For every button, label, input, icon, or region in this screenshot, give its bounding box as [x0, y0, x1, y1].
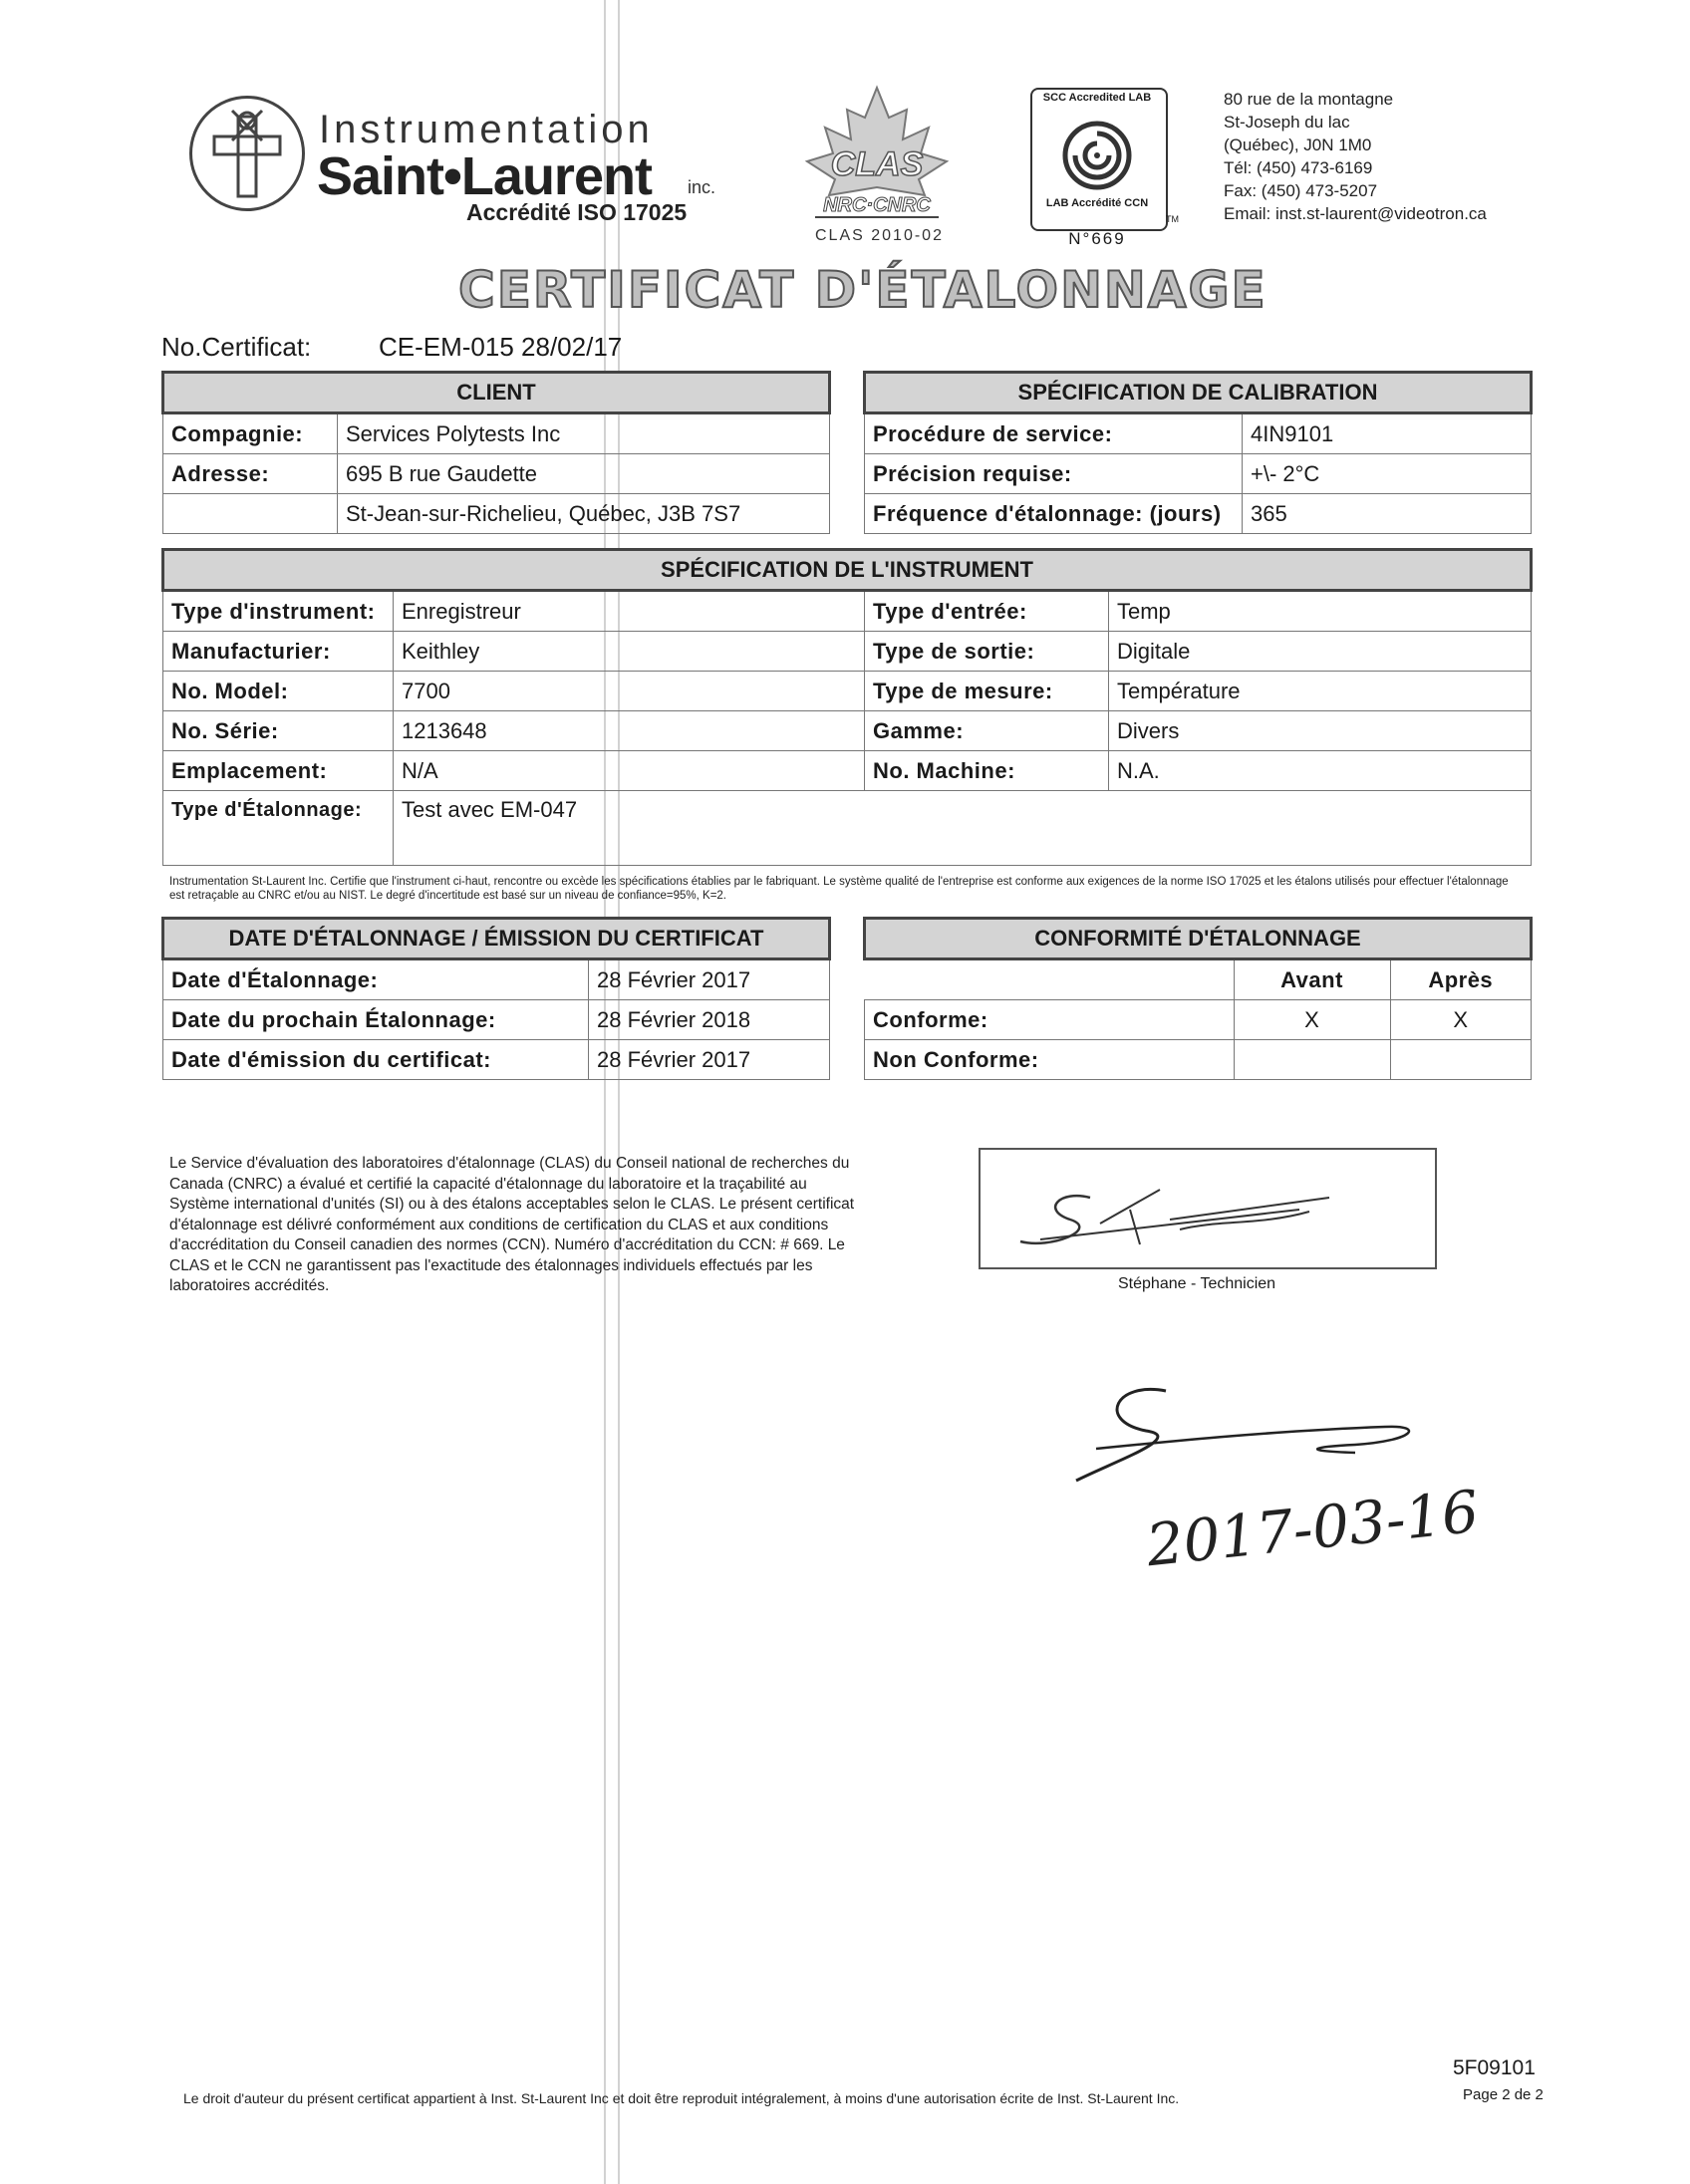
required-precision-value: +\- 2°C	[1243, 454, 1532, 494]
clas-id: CLAS 2010-02	[815, 227, 944, 244]
client-header: CLIENT	[163, 373, 830, 413]
company-address	[1224, 88, 1487, 225]
service-procedure-label: Procédure de service:	[865, 413, 1243, 454]
logo-line2: Saint•Laurent	[317, 146, 652, 206]
page-number: Page 2 de 2	[1463, 2086, 1544, 2103]
instrument-spec-table	[161, 548, 1533, 866]
non-conforme-after-mark	[1390, 1040, 1532, 1080]
approval-signature-icon	[1056, 1381, 1455, 1496]
conformity-statement: Instrumentation St-Laurent Inc. Certifie que l'instrument ci-haut, rencontre ou excède les spécifications établies par le fabriquant. Le système qualité de l'entreprise est conforme aux exigences de la norme ISO 17025 et les étalons utilisés pour effectuer l'étalonnage est retraçable au CNRC et/ou au NIST. Le degré d'incertitude est basé sur un niveau de confiance=95%, K=2.	[169, 876, 1509, 902]
dates-table	[161, 917, 831, 1080]
input-type-value: Temp	[1109, 591, 1532, 632]
model-label: No. Model:	[163, 672, 394, 711]
technician-signature-icon	[981, 1150, 1431, 1263]
logo-inc: inc.	[688, 177, 716, 197]
clas-paragraph: Le Service d'évaluation des laboratoires d'étalonnage (CLAS) du Conseil national de recherches du Canada (CNRC) a évalué et certifié la capacité d'étalonnage du laboratoire et la traçabilité au Système international d'unités (SI) ou à des étalons acceptables selon le CLAS. Le présent certificat d'étalonnage est délivré conformément aux conditions de certification du CLAS et aux conditions d'accréditation du Conseil canadien des normes (CCN). Numéro d'accréditation du CCN: # 669. Le CLAS et le CCN ne garantissent pas l'exactitude des étalonnages individuels effectués par les laboratoires accrédités.	[169, 1155, 855, 1294]
after-column-header: Après	[1390, 959, 1532, 1000]
manufacturer-label: Manufacturier:	[163, 632, 394, 672]
certificate-number: CE-EM-015 28/02/17	[379, 332, 623, 362]
address-line: St-Joseph du lac	[1224, 113, 1350, 132]
measure-type-label: Type de mesure:	[865, 672, 1109, 711]
non-conforme-label: Non Conforme:	[865, 1040, 1235, 1080]
copyright-notice: Le droit d'auteur du présent certificat appartient à Inst. St-Laurent Inc et doit être reproduit intégralement, à moins d'une autorisation écrite de Inst. St-Laurent Inc.	[183, 2090, 1180, 2106]
model-value: 7700	[394, 672, 865, 711]
serial-value: 1213648	[394, 711, 865, 751]
client-table	[161, 371, 831, 534]
form-code: 5F09101	[1453, 2056, 1536, 2079]
signature-box	[979, 1148, 1437, 1269]
conformity-header: CONFORMITÉ D'ÉTALONNAGE	[865, 919, 1532, 959]
dates-header: DATE D'ÉTALONNAGE / ÉMISSION DU CERTIFICAT	[163, 919, 830, 959]
address-value-2: St-Jean-sur-Richelieu, Québec, J3B 7S7	[338, 494, 830, 534]
issue-date-value: 28 Février 2017	[589, 1040, 830, 1080]
non-conforme-before-mark	[1234, 1040, 1390, 1080]
document-title: CERTIFICAT D'ÉTALONNAGE	[458, 261, 1268, 319]
clas-logo-icon	[797, 84, 957, 233]
logo-line1: Instrumentation	[319, 108, 654, 151]
company-logo-icon	[189, 96, 305, 211]
issue-date-label: Date d'émission du certificat:	[163, 1040, 589, 1080]
address-fax: Fax: (450) 473-5207	[1224, 181, 1378, 200]
scc-swirl-icon	[1062, 120, 1132, 196]
location-value: N/A	[394, 751, 865, 791]
address-value-1: 695 B rue Gaudette	[338, 454, 830, 494]
range-value: Divers	[1109, 711, 1532, 751]
calibration-spec-table	[863, 371, 1533, 534]
scc-top-text: SCC Accredited LAB	[1042, 92, 1152, 104]
calibration-date-value: 28 Février 2017	[589, 959, 830, 1000]
instrument-type-value: Enregistreur	[394, 591, 865, 632]
range-label: Gamme:	[865, 711, 1109, 751]
conforme-after-mark: X	[1390, 1000, 1532, 1040]
scc-number: N°669	[1068, 229, 1126, 248]
input-type-label: Type d'entrée:	[865, 591, 1109, 632]
calibration-frequency-value: 365	[1243, 494, 1532, 534]
address-line: (Québec), J0N 1M0	[1224, 136, 1372, 154]
scan-line	[604, 0, 606, 2184]
required-precision-label: Précision requise:	[865, 454, 1243, 494]
handwritten-date: 2017-03-16	[1143, 1477, 1483, 1580]
calibration-spec-header: SPÉCIFICATION DE CALIBRATION	[865, 373, 1532, 413]
output-type-value: Digitale	[1109, 632, 1532, 672]
address-phone: Tél: (450) 473-6169	[1224, 158, 1373, 177]
accreditation-text: Accrédité ISO 17025	[466, 199, 688, 225]
clas-logo-text: CLAS	[830, 145, 924, 183]
output-type-label: Type de sortie:	[865, 632, 1109, 672]
technician-name: Stéphane - Technicien	[1118, 1275, 1276, 1292]
certificate-number-label: No.Certificat:	[161, 332, 312, 362]
company-label: Compagnie:	[163, 413, 338, 454]
conforme-before-mark: X	[1234, 1000, 1390, 1040]
instrument-type-label: Type d'instrument:	[163, 591, 394, 632]
instrument-spec-header: SPÉCIFICATION DE L'INSTRUMENT	[163, 550, 1532, 591]
company-value: Services Polytests Inc	[338, 413, 830, 454]
empty-cell	[163, 494, 338, 534]
location-label: Emplacement:	[163, 751, 394, 791]
calibration-type-label: Type d'Étalonnage:	[163, 791, 394, 866]
next-calibration-label: Date du prochain Étalonnage:	[163, 1000, 589, 1040]
scc-trademark: TM	[1166, 214, 1179, 224]
measure-type-value: Température	[1109, 672, 1532, 711]
conforme-label: Conforme:	[865, 1000, 1235, 1040]
machine-label: No. Machine:	[865, 751, 1109, 791]
clas-nrc-text: NRC·CNRC	[823, 194, 931, 216]
scan-line	[618, 0, 620, 2184]
calibration-frequency-label: Fréquence d'étalonnage: (jours)	[865, 494, 1243, 534]
address-label: Adresse:	[163, 454, 338, 494]
service-procedure-value: 4IN9101	[1243, 413, 1532, 454]
machine-value: N.A.	[1109, 751, 1532, 791]
scc-bottom-text: LAB Accrédité CCN	[1045, 197, 1149, 209]
serial-label: No. Série:	[163, 711, 394, 751]
empty-cell	[865, 959, 1235, 1000]
manufacturer-value: Keithley	[394, 632, 865, 672]
calibration-date-label: Date d'Étalonnage:	[163, 959, 589, 1000]
before-column-header: Avant	[1234, 959, 1390, 1000]
calibration-type-value: Test avec EM-047	[394, 791, 1532, 866]
conformity-table	[863, 917, 1533, 1080]
address-email: Email: inst.st-laurent@videotron.ca	[1224, 204, 1487, 223]
address-line: 80 rue de la montagne	[1224, 90, 1394, 109]
next-calibration-value: 28 Février 2018	[589, 1000, 830, 1040]
